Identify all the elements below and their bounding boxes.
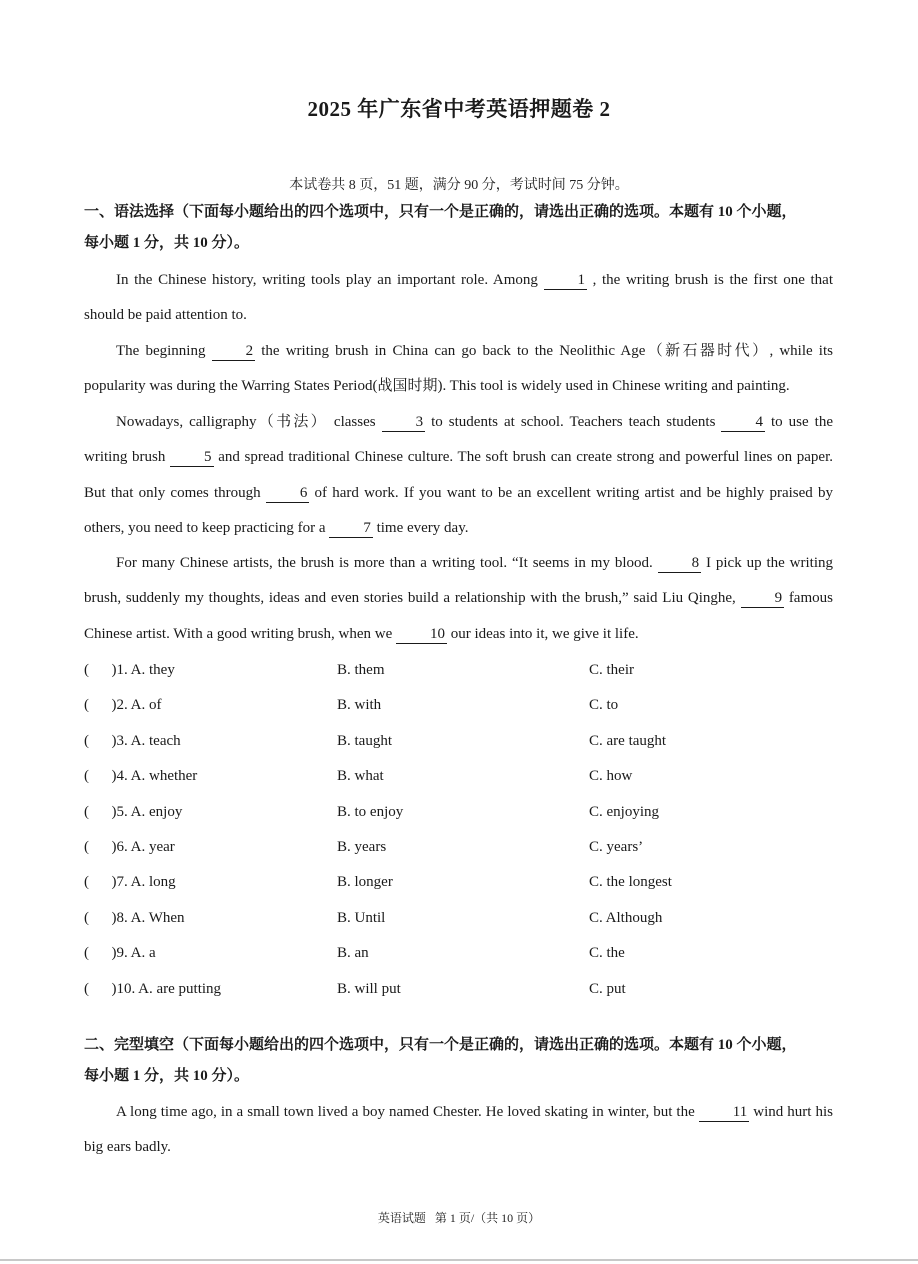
section1-heading-line1: 一、语法选择（下面每小题给出的四个选项中，只有一个是正确的，请选出正确的选项。本题有 10 个小题， — [84, 204, 797, 220]
option-b: B. years — [337, 838, 387, 855]
blank-3: 3 — [382, 414, 426, 432]
option-c: C. are taught — [589, 732, 667, 749]
option-c: C. Although — [589, 909, 663, 926]
option-row-7 — [84, 867, 844, 902]
passage2-paragraph-1: A long time ago, in a small town lived a boy named Chester. He loved skating in winter, but the 11 wind hurt his big ears badly. — [84, 1104, 834, 1156]
blank-5: 5 — [170, 449, 214, 467]
page-footer: 英语试题 第 1 页/（共 10 页） — [377, 1211, 541, 1225]
option-b: B. with — [337, 697, 382, 714]
option-b: B. taught — [337, 732, 392, 749]
blank-8: 8 — [658, 555, 702, 573]
option-b: B. them — [337, 662, 385, 678]
option-row-1 — [84, 655, 844, 690]
option-c: C. their — [589, 662, 634, 678]
option-b: B. what — [337, 768, 384, 785]
option-a: ( )4. A. whether — [84, 768, 198, 785]
page-title: 2025 年广东省中考英语押题卷 2 — [307, 97, 611, 121]
section1-heading — [84, 197, 836, 259]
option-a: ( )3. A. teach — [84, 732, 181, 749]
option-c: C. enjoying — [589, 803, 659, 820]
blank-6: 6 — [266, 485, 310, 503]
option-row-6 — [84, 832, 844, 867]
option-row-4 — [84, 761, 844, 796]
option-row-9 — [84, 938, 844, 973]
option-c: C. put — [589, 980, 626, 997]
passage-paragraph-4: For many Chinese artists, the brush is more than a writing tool. “It seems in my blood. 8 I pick up the writing brush, suddenly my thoughts, ideas and even stories build a relationship with the brush,” said Liu Qinghe, 9 famous Chinese artist. With a good writing brush, when we 10 our ideas into it, we give it life. — [84, 555, 833, 642]
option-row-10 — [84, 974, 844, 1009]
blank-4: 4 — [721, 414, 765, 432]
section1-heading-line2: 每小题 1 分，共 10 分）。 — [84, 235, 250, 251]
option-b: B. an — [337, 945, 369, 962]
option-a: ( )10. A. are putting — [84, 980, 222, 997]
option-c: C. years’ — [589, 838, 644, 855]
option-a: ( )2. A. of — [84, 697, 162, 714]
option-a: ( )6. A. year — [84, 838, 175, 855]
option-b: B. will put — [337, 980, 401, 997]
option-row-2 — [84, 690, 844, 725]
option-a: ( )1. A. they — [84, 662, 175, 678]
option-row-3 — [84, 726, 844, 761]
option-row-8 — [84, 903, 844, 938]
option-c: C. to — [589, 697, 619, 714]
option-c: C. the longest — [589, 874, 672, 891]
option-b: B. longer — [337, 874, 393, 891]
blank-2: 2 — [212, 343, 256, 361]
options-list — [84, 655, 844, 1009]
option-a: ( )8. A. When — [84, 909, 185, 926]
option-c: C. the — [589, 945, 625, 962]
option-a: ( )7. A. long — [84, 874, 176, 891]
option-row-5 — [84, 797, 844, 832]
option-a: ( )9. A. a — [84, 945, 156, 962]
option-c: C. how — [589, 768, 633, 785]
blank-11: 11 — [699, 1104, 749, 1122]
option-b: B. Until — [337, 909, 386, 926]
blank-10: 10 — [396, 626, 447, 644]
exam-info: 本试卷共 8 页，51 题，满分 90 分，考试时间 75 分钟。 — [289, 178, 629, 193]
blank-9: 9 — [741, 590, 785, 608]
section2-heading-line1: 二、完型填空（下面每小题给出的四个选项中，只有一个是正确的，请选出正确的选项。本题有 10 个小题， — [84, 1037, 797, 1053]
blank-1: 1 — [544, 272, 588, 290]
passage-paragraph-1: In the Chinese history, writing tools play an important role. Among 1 , the writing brush is the first one that should be paid attention to. — [84, 272, 833, 324]
option-b: B. to enjoy — [337, 803, 404, 820]
passage-paragraph-2: The beginning 2 the writing brush in China can go back to the Neolithic Age（新石器时代）, while its popularity was during the Warring States Period(战国时期). This tool is widely used in Chinese writing and painting. — [84, 343, 833, 395]
passage-paragraph-3: Nowadays, calligraphy（书法） classes 3 to students at school. Teachers teach students 4 to use the writing brush 5 and spread traditional Chinese culture. The soft brush can create strong and powerful lines on paper. But that only comes through 6 of hard work. If you want to be an excellent writing artist and be highly praised by others, you need to keep practicing for a 7 time every day. — [84, 414, 833, 537]
blank-7: 7 — [329, 520, 373, 538]
section2-heading — [84, 1030, 836, 1092]
section2-heading-line2: 每小题 1 分，共 10 分）。 — [84, 1068, 250, 1084]
page-bottom-rule — [0, 1259, 918, 1261]
option-a: ( )5. A. enjoy — [84, 803, 183, 820]
